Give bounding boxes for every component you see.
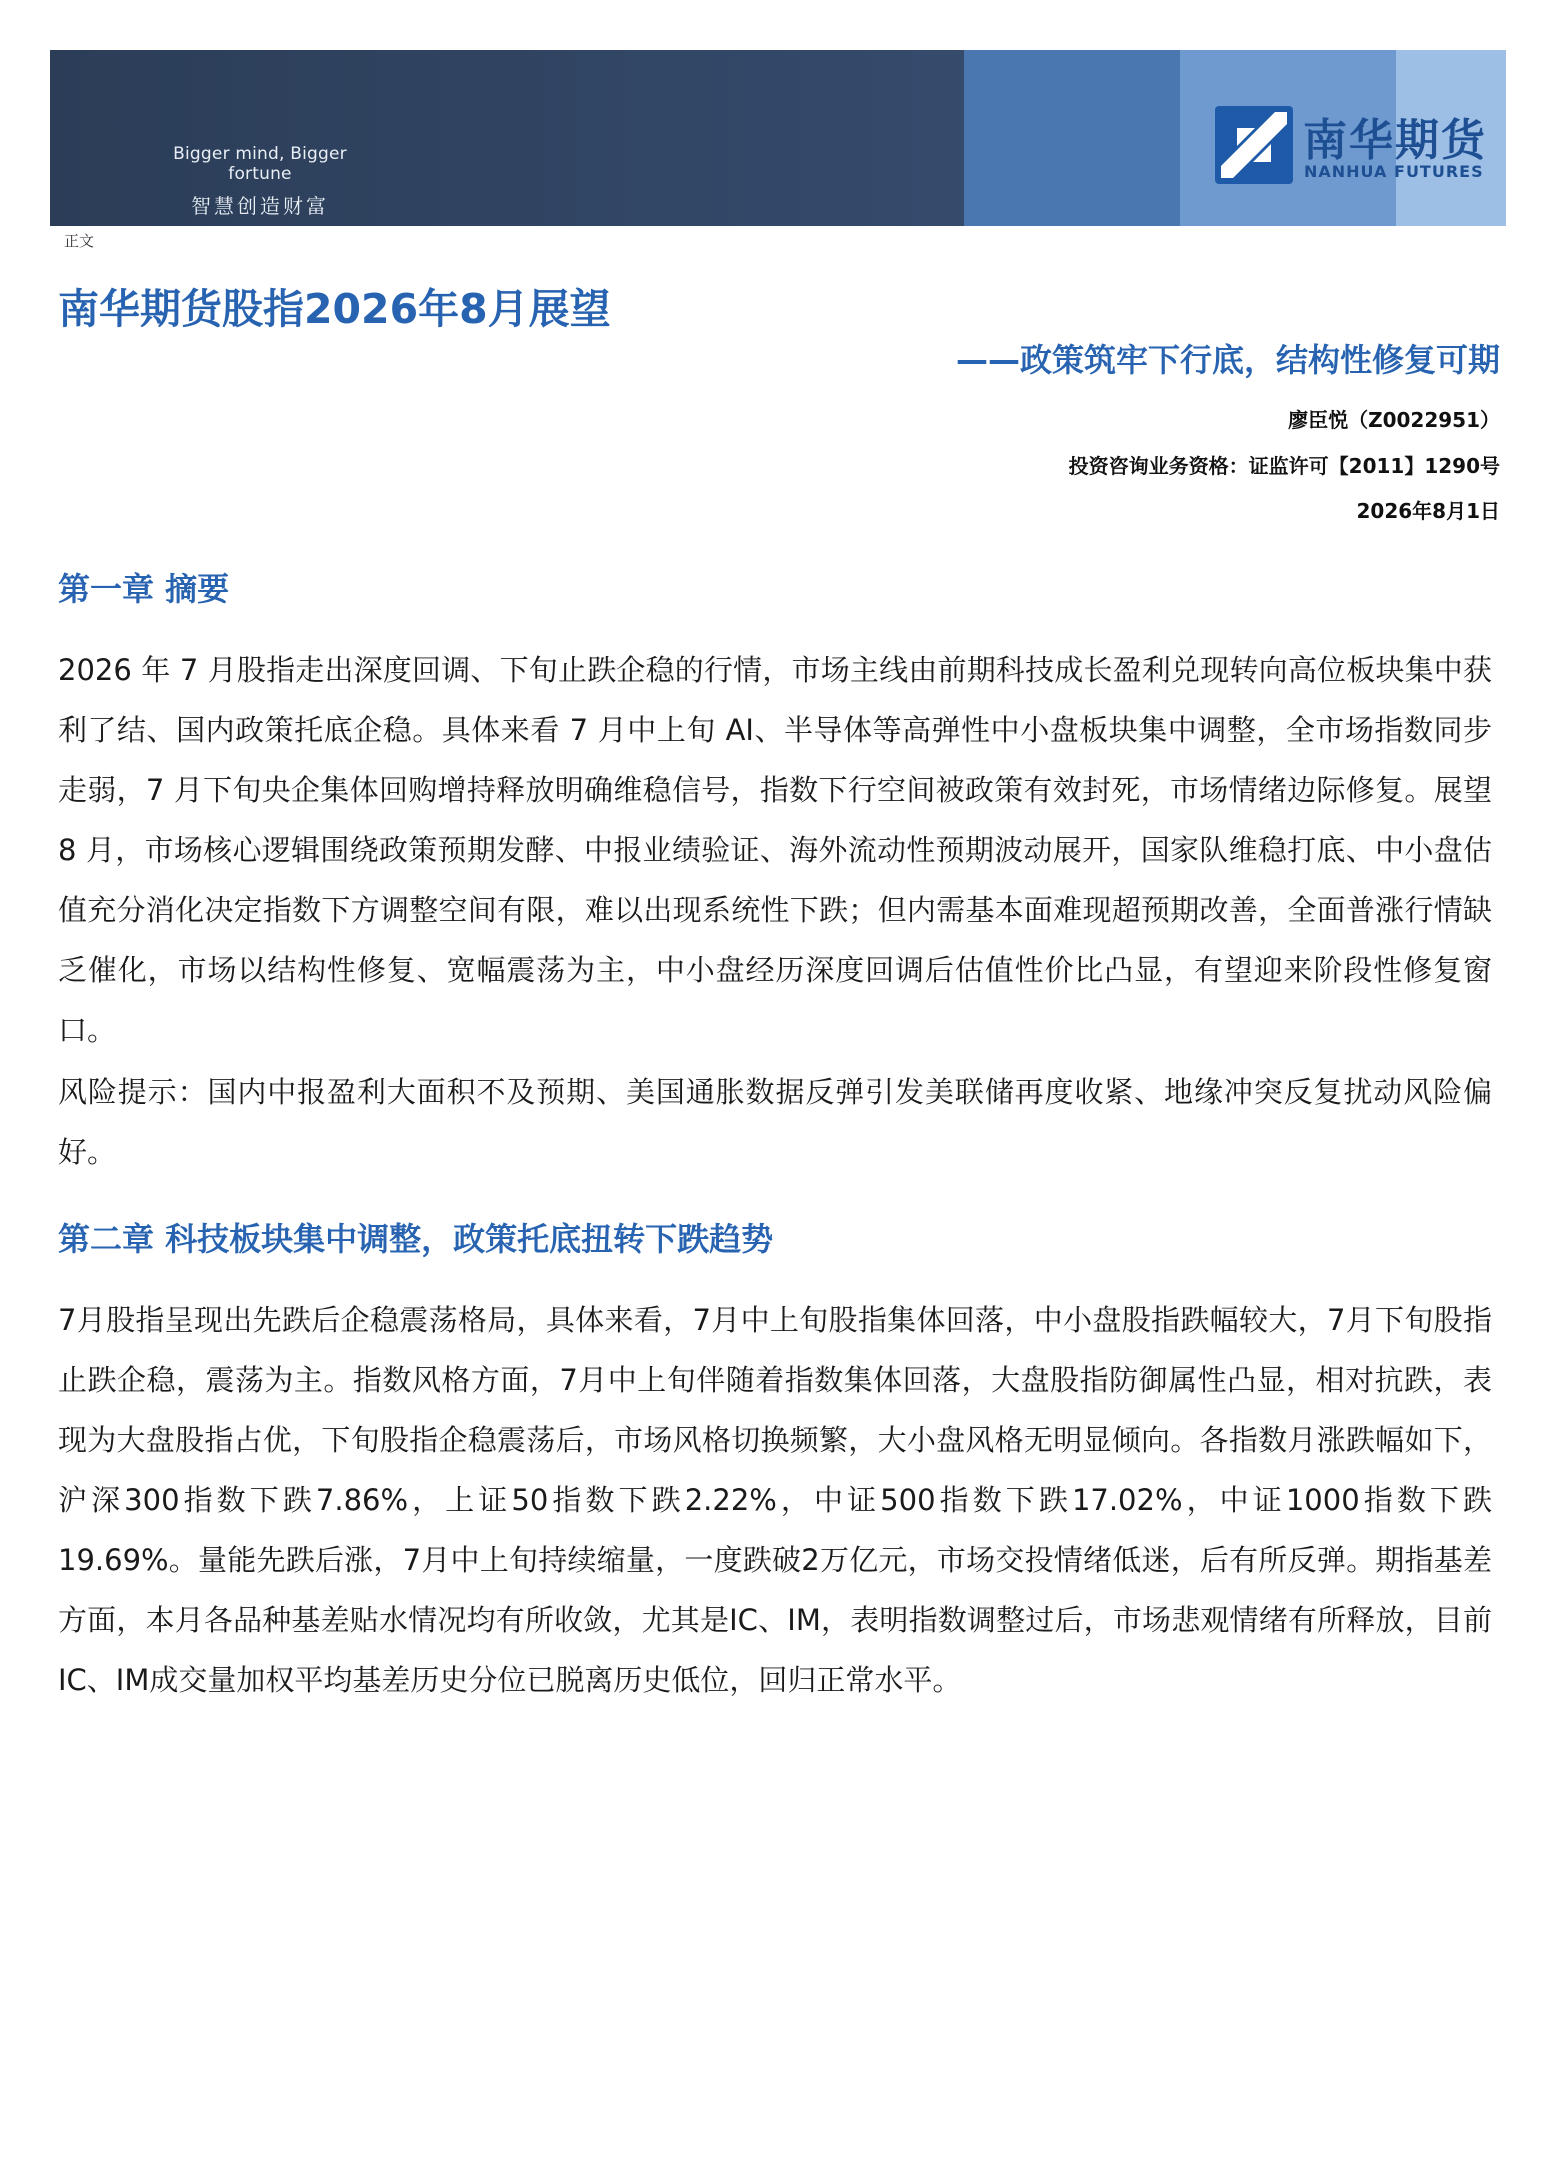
slogan-cn: 智慧创造财富 <box>191 194 329 218</box>
author: 廖臣悦（Z0022951） <box>1288 408 1500 432</box>
chapter-heading: 第一章 摘要 <box>58 570 230 608</box>
section-tag: 正文 <box>64 232 95 250</box>
banner-band <box>964 50 1180 226</box>
nanhua-logo-icon <box>1215 106 1293 184</box>
report-title: 南华期货股指2026年8月展望 <box>58 285 611 333</box>
chapter-heading: 第二章 科技板块集中调整，政策托底扭转下跌趋势 <box>58 1220 774 1258</box>
report-subtitle: ——政策筑牢下行底，结构性修复可期 <box>955 341 1500 379</box>
summary-paragraph: 2026 年 7 月股指走出深度回调、下旬止跌企稳的行情，市场主线由前期科技成长盈利兑现转向高位板块集中获利了结、国内政策托底企稳。具体来看 7 月中上旬 AI、半导体等高弹性中小盘板块集中调整，全市场指数同步走弱，7 月下旬央企集体回购增持释放明确维稳信号，指数下行空间被政策有效封死，市场情绪边际修复。展望 8 月，市场核心逻辑围绕政策预期发酵、中报业绩验证、海外流动性预期波动展开，国家队维稳打底、中小盘估值充分消化决定指数下方调整空间有限，难以出现系统性下跌；但内需基本面难现超预期改善，全面普涨行情缺乏催化，市场以结构性修复、宽幅震荡为主，中小盘经历深度回调后估值性价比凸显，有望迎来阶段性修复窗口。 <box>58 653 1492 1047</box>
header-banner <box>50 50 1506 226</box>
logo-text-cn: 南华期货 <box>1303 115 1487 166</box>
body-paragraph: 7月股指呈现出先跌后企稳震荡格局，具体来看，7月中上旬股指集体回落，中小盘股指跌幅较大，7月下旬股指止跌企稳，震荡为主。指数风格方面，7月中上旬伴随着指数集体回落，大盘股指防御属性凸显，相对抗跌，表现为大盘股指占优，下旬股指企稳震荡后，市场风格切换频繁，大小盘风格无明显倾向。各指数月涨跌幅如下，沪深300指数下跌7.86%，上证50指数下跌2.22%，中证500指数下跌17.02%，中证1000指数下跌19.69%。量能先跌后涨，7月中上旬持续缩量，一度跌破2万亿元，市场交投情绪低迷，后有所反弹。期指基差方面，本月各品种基差贴水情况均有所收敛，尤其是IC、IM，表明指数调整过后，市场悲观情绪有所释放，目前IC、IM成交量加权平均基差历史分位已脱离历史低位，回归正常水平。 <box>58 1303 1492 1697</box>
certification: 投资咨询业务资格：证监许可【2011】1290号 <box>1068 454 1500 478</box>
slogan-en: Bigger mind, Bigger fortune <box>173 144 347 184</box>
report-date: 2026年8月1日 <box>1356 499 1500 523</box>
logo-text-en: NANHUA FUTURES <box>1304 162 1484 181</box>
slogan <box>150 144 370 219</box>
risk-paragraph: 风险提示：国内中报盈利大面积不及预期、美国通胀数据反弹引发美联储再度收紧、地缘冲突反复扰动风险偏好。 <box>58 1075 1492 1169</box>
